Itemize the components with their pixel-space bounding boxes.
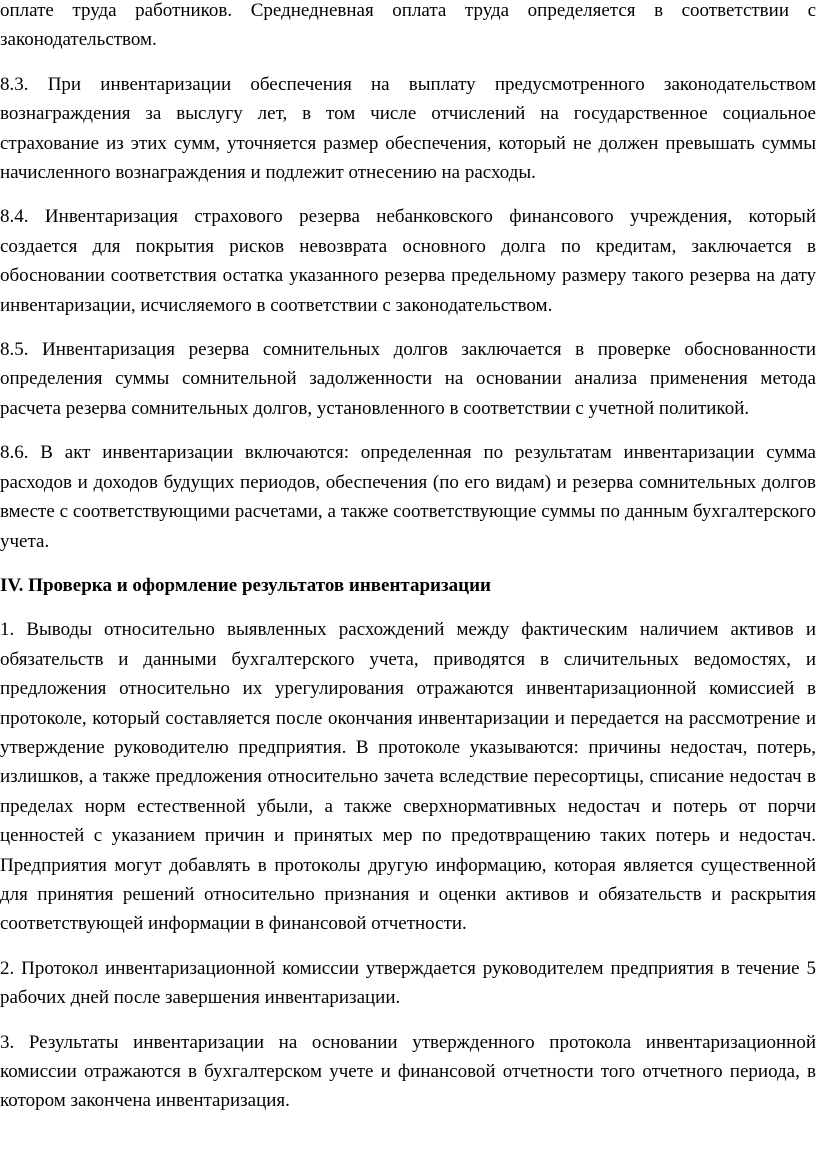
paragraph-8-4: 8.4. Инвентаризация страхового резерва небанковского финансового учреждения, который создается для покрытия рисков невозврата основного долга по кредитам, заключается в обосновании соответствия остатка указанного резерва предельному размеру такого резерва на дату инвентаризации, исчисляемого в соответствии с законодательством. (0, 206, 816, 316)
section-paragraph-2: 2. Протокол инвентаризационной комиссии утверждается руководителем предприятия в течение 5 рабочих дней после завершения инвентаризации. (0, 957, 816, 1009)
section-paragraph-3: 3. Результаты инвентаризации на основании утвержденного протокола инвентаризационной комиссии отражаются в бухгалтерском учете и финансовой отчетности того отчетного периода, в котором закончена инвентаризация. (0, 1031, 816, 1112)
section-paragraph-1: 1. Выводы относительно выявленных расхождений между фактическим наличием активов и обязательств и данными бухгалтерского учета, приводятся в сличительных ведомостях, и предложения относительно их урегулирования отражаются инвентаризационной комиссией в протоколе, который составляется после окончания инвентаризации и передается на рассмотрение и утверждение руководителю предприятия. В протоколе указываются: причины недостач, потерь, излишков, а также предложения относительно зачета вследствие пересортицы, списание недостач в пределах норм естественной убыли, а также сверхнормативных недостач и потерь от порчи ценностей с указанием причин и принятых мер по предотвращению таких потерь и недостач. Предприятия могут добавлять в протоколы другую информацию, которая является существенной для принятия решений относительно признания и оценки активов и обязательств и раскрытия соответствующей информации в финансовой отчетности. (0, 619, 816, 935)
paragraph-8-6: 8.6. В акт инвентаризации включаются: определенная по результатам инвентаризации сумма расходов и доходов будущих периодов, обеспечения (по его видам) и резерва сомнительных долгов вместе с соответствующими расчетами, а также соответствующие суммы по данным бухгалтерского учета. (0, 442, 816, 552)
paragraph-8-3: 8.3. При инвентаризации обеспечения на выплату предусмотренного законодательством вознаграждения за выслугу лет, в том числе отчислений на государственное социальное страхование из этих сумм, уточняется размер обеспечения, который не должен превышать суммы начисленного вознаграждения и подлежит отнесению на расходы. (0, 73, 816, 184)
paragraph-continuation: оплате труда работников. Среднедневная оплата труда определяется в соответствии с законодательством. (0, 0, 816, 51)
section-heading: IV. Проверка и оформление результатов инвентаризации (0, 574, 491, 596)
paragraph-8-5: 8.5. Инвентаризация резерва сомнительных долгов заключается в проверке обоснованности определения суммы сомнительной задолженности на основании анализа применения метода расчета резерва сомнительных долгов, установленного в соответствии с учетной политикой. (0, 339, 816, 419)
